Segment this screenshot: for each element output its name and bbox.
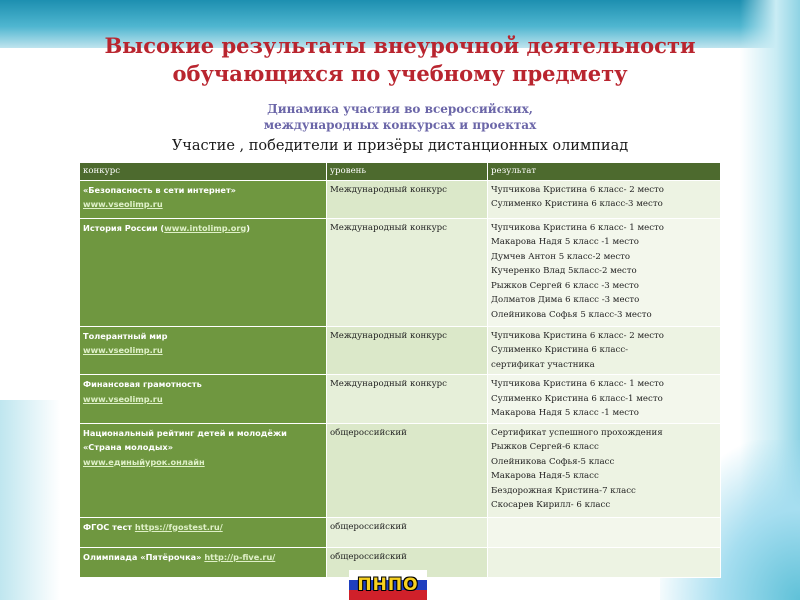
result-cell <box>488 326 721 375</box>
level-cell: Международный конкурс <box>327 218 488 326</box>
result-line: Чупчикова Кристина 6 класс- 2 место <box>491 184 664 195</box>
result-line: Олейникова Софья-5 класс <box>491 456 615 467</box>
level-cell: общероссийский <box>327 547 488 577</box>
result-line: Рыжков Сергей 6 класс -3 место <box>491 280 639 291</box>
table-row <box>80 375 721 424</box>
header-contest: конкурс <box>80 163 327 181</box>
result-cell <box>488 517 721 547</box>
pnpo-badge-text: ПНПО <box>357 575 419 595</box>
contest-name: История России ( <box>83 222 165 233</box>
slide-title <box>40 32 760 88</box>
level-cell: Международный конкурс <box>327 180 488 218</box>
subtitle-line-1: Динамика участия во всероссийских, <box>267 102 533 116</box>
subtitle-line-2: международных конкурсах и проектах <box>263 118 537 132</box>
contest-name: Олимпиада «Пятёрочка» <box>83 551 205 562</box>
contest-name: Финансовая грамотность <box>83 379 202 389</box>
contest-name: «Безопасность в сети интернет» <box>83 184 236 195</box>
table-row <box>80 180 721 218</box>
contest-cell <box>80 423 327 517</box>
result-line: Олейникова Софья 5 класс-3 место <box>491 309 652 320</box>
result-line: Кучеренко Влад 5класс-2 место <box>491 266 637 276</box>
contest-link[interactable]: www.intolimp.org <box>164 222 247 233</box>
result-line: Рыжков Сергей-6 класс <box>491 442 599 452</box>
header-level: уровень <box>327 163 488 181</box>
contest-link[interactable]: http://p-five.ru/ <box>204 551 276 562</box>
contest-name: ФГОС тест <box>83 521 135 532</box>
level-cell: общероссийский <box>327 517 488 547</box>
contest-name: Толерантный мир <box>83 330 168 341</box>
contest-name: Национальный рейтинг детей и молодёжи «Страна молодых» <box>83 427 287 452</box>
result-line: Чупчикова Кристина 6 класс- 1 место <box>491 222 664 233</box>
slide-subtitle <box>180 101 620 133</box>
contest-link[interactable]: www.единыйурок.онлайн <box>83 456 205 467</box>
result-cell <box>488 218 721 326</box>
contest-link[interactable]: www.vseolimp.ru <box>83 393 163 404</box>
contest-cell <box>80 180 327 218</box>
table-header-row <box>80 163 721 181</box>
result-line: сертификат участника <box>491 359 595 370</box>
result-line: Макарова Надя-5 класс <box>491 471 599 481</box>
table-row <box>80 517 721 547</box>
contest-cell <box>80 326 327 375</box>
title-line-1: Высокие результаты внеурочной деятельности <box>104 33 696 58</box>
result-line: Долматов Дима 6 класс -3 место <box>491 295 640 305</box>
result-line: Макарова Надя 5 класс -1 место <box>491 237 639 247</box>
pnpo-badge <box>349 570 427 600</box>
result-cell <box>488 180 721 218</box>
result-line: Сертификат успешного прохождения <box>491 427 663 438</box>
result-line: Скосарев Кирилл- 6 класс <box>491 500 611 510</box>
contest-cell <box>80 547 327 577</box>
contest-cell <box>80 218 327 326</box>
result-cell <box>488 547 721 577</box>
result-line: Чупчикова Кристина 6 класс- 1 место <box>491 379 664 389</box>
section-heading: Участие , победители и призёры дистанционных олимпиад <box>171 138 629 154</box>
result-line: Бездорожная Кристина-7 класс <box>491 485 636 496</box>
level-cell: общероссийский <box>327 423 488 517</box>
result-line: Макарова Надя 5 класс -1 место <box>491 408 639 418</box>
results-table <box>79 162 721 578</box>
level-cell: Международный конкурс <box>327 326 488 375</box>
title-line-2: обучающихся по учебному предмету <box>172 61 628 86</box>
result-cell <box>488 375 721 424</box>
result-line: Сулименко Кристина 6 класс-3 место <box>491 199 663 209</box>
result-line: Сулименко Кристина 6 класс-1 место <box>491 393 663 404</box>
result-line: Чупчикова Кристина 6 класс- 2 место <box>491 330 664 341</box>
contest-link[interactable]: https://fgostest.ru/ <box>134 521 223 532</box>
contest-cell <box>80 375 327 424</box>
contest-link[interactable]: www.vseolimp.ru <box>83 345 163 355</box>
table-row <box>80 218 721 326</box>
contest-cell <box>80 517 327 547</box>
table-row <box>80 326 721 375</box>
contest-name-suffix: ) <box>246 222 251 233</box>
contest-link[interactable]: www.vseolimp.ru <box>83 199 163 209</box>
result-line: Сулименко Кристина 6 класс- <box>491 345 629 355</box>
header-result: результат <box>488 163 721 181</box>
level-cell: Международный конкурс <box>327 375 488 424</box>
result-line: Думчев Антон 5 класс-2 место <box>491 251 631 262</box>
result-cell <box>488 423 721 517</box>
table-row <box>80 423 721 517</box>
left-decoration <box>0 400 60 600</box>
